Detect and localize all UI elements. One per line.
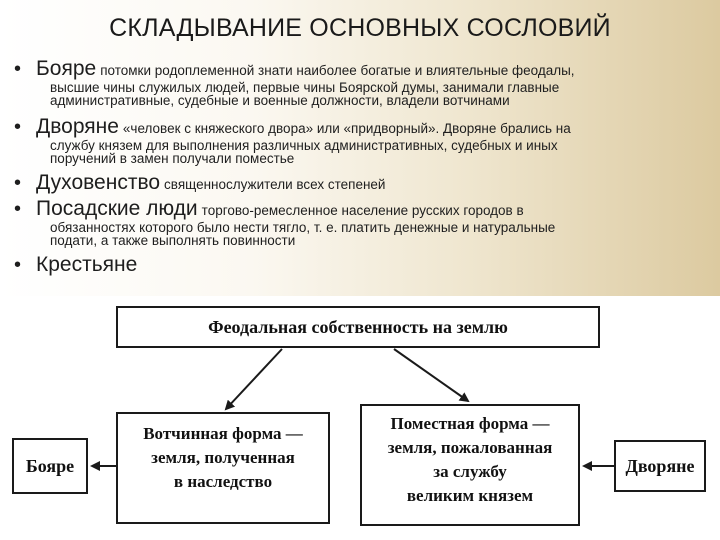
bullet-dot: • — [14, 198, 22, 220]
diagram-text-line: Поместная форма — — [390, 414, 550, 433]
bullet-cont-line: высшие чины служилых людей, первые чины Боярской думы, занимали главные — [50, 80, 560, 95]
diagram-text-line: в наследство — [173, 472, 273, 491]
diagram-box-dvoryane: Дворяне — [614, 440, 706, 492]
diagram-box-boyare: Бояре — [12, 438, 88, 494]
slide-title: СКЛАДЫВАНИЕ ОСНОВНЫХ СОСЛОВИЙ — [109, 14, 611, 42]
bullet-dot: • — [14, 172, 22, 194]
diagram-box-feudal-property: Феодальная собственность на землю — [116, 306, 600, 348]
bullet-cont-line: подати, а также выполнять повинности — [50, 233, 296, 248]
bullet-term: Дворяне — [36, 115, 119, 138]
bullet-cont-line: административные, судебные и военные должности, владели вотчинами — [50, 93, 510, 108]
diagram-text-line: земля, пожалованная — [387, 438, 553, 457]
bullet-cont-line: обязанностях которого было нести тягло, т. е. платить денежные и натуральные — [50, 220, 556, 235]
arrow-to-votchina — [226, 349, 282, 409]
bullet-desc: торгово-ремесленное население русских городов в — [201, 203, 524, 218]
bullet-dot: • — [14, 58, 22, 80]
diagram-text-line: за службу — [433, 462, 507, 481]
bullet-dvoryane — [14, 116, 710, 166]
bullet-dot: • — [14, 116, 22, 138]
diagram-text-line: Вотчинная форма — — [143, 424, 303, 443]
diagram-box-votchina — [116, 412, 330, 524]
bullet-term: Бояре — [36, 57, 97, 80]
bullet-posadskie — [14, 198, 710, 248]
bullet-krestyane — [14, 254, 710, 278]
bullet-desc: «человек с княжеского двора» или «придворный». Дворяне брались на — [122, 121, 571, 136]
diagram-text-line: великим князем — [406, 486, 534, 505]
bullet-boyare — [14, 58, 710, 108]
diagram-text-line: земля, полученная — [151, 448, 295, 467]
bullet-cont-line: службу князем для выполнения различных административных, судебных и иных — [50, 138, 558, 153]
bullet-desc: священнослужители всех степеней — [164, 177, 386, 192]
bullet-term: Крестьяне — [36, 253, 138, 276]
arrow-to-pomestie — [394, 349, 468, 401]
bullet-dot: • — [14, 254, 22, 276]
diagram-box-pomestie — [360, 404, 580, 526]
bullet-term: Духовенство — [36, 171, 161, 194]
bullet-duhovenstvo — [14, 172, 710, 196]
bullet-desc: потомки родоплеменной знати наиболее богатые и влиятельные феодалы, — [100, 63, 575, 78]
bullet-cont-line: поручений в замен получали поместье — [50, 151, 295, 166]
bullet-term: Посадские люди — [36, 197, 198, 220]
